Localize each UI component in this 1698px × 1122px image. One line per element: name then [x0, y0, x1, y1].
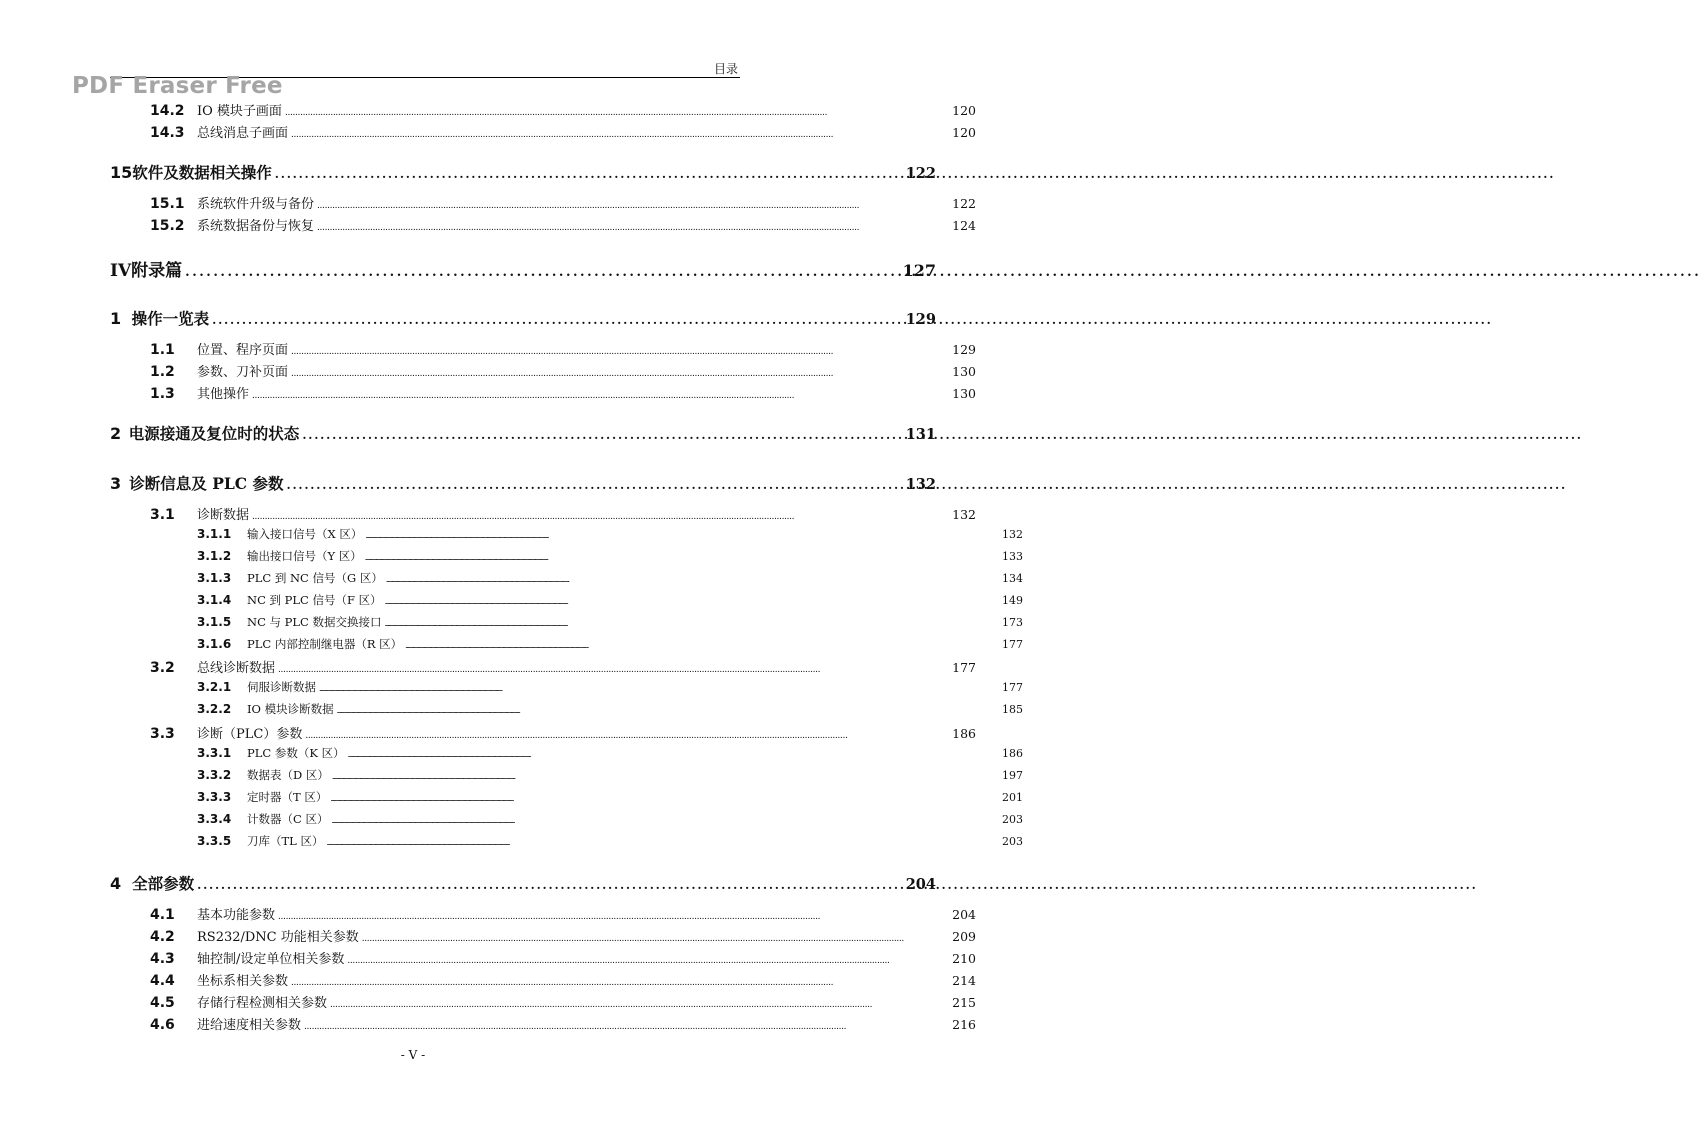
toc-entry[interactable]	[0, 833, 1109, 849]
toc-entry-page: 129	[952, 342, 976, 357]
toc-dot-leader	[278, 912, 949, 922]
toc-entry-title: 总线消息子画面	[197, 126, 289, 141]
toc-entry-number: 15	[110, 163, 133, 182]
toc-dot-leader	[337, 707, 999, 715]
toc-entry-page: 186	[952, 726, 976, 741]
toc-entry-page: 197	[1002, 769, 1023, 782]
toc-entry-page: 173	[1002, 616, 1023, 629]
toc-entry-title: IO 模块子画面	[197, 104, 282, 119]
toc-dot-leader	[365, 532, 999, 540]
toc-entry-title: PLC 到 NC 信号（G 区）	[247, 571, 383, 585]
toc-entry-number: 3.3.2	[197, 768, 232, 782]
toc-entry-page: 132	[905, 476, 936, 493]
toc-entry[interactable]	[0, 193, 1062, 212]
toc-entry[interactable]	[0, 472, 1022, 494]
toc-entry-number: 3.3.4	[197, 812, 232, 826]
toc-entry-number: 15.2	[150, 218, 185, 234]
toc-entry-number: 4.1	[150, 907, 175, 923]
toc-dot-leader	[252, 391, 949, 401]
toc-entry-title: 基本功能参数	[197, 908, 276, 923]
toc-entry-title: 存储行程检测相关参数	[197, 996, 328, 1011]
toc-entry-number: 3.2.2	[197, 702, 232, 716]
toc-entry-page: 133	[1002, 550, 1023, 563]
toc-entry-page: 203	[1002, 813, 1023, 826]
toc-entry[interactable]	[0, 215, 1062, 234]
toc-dot-leader	[319, 685, 999, 693]
toc-dot-leader	[305, 731, 949, 741]
toc-entry-page: 204	[952, 907, 976, 922]
toc-dot-leader	[291, 978, 949, 988]
running-header-title: 目录	[713, 62, 738, 76]
toc-dot-leader	[326, 839, 999, 847]
toc-entry-number: 3.1	[150, 507, 175, 523]
toc-dot-leader	[304, 1022, 949, 1032]
toc-entry-number: 1.2	[150, 364, 175, 380]
toc-entry[interactable]	[0, 307, 1022, 329]
toc-entry[interactable]	[0, 592, 1109, 608]
toc-entry[interactable]	[0, 723, 1062, 742]
toc-entry[interactable]	[0, 161, 1022, 183]
toc-dot-leader	[252, 512, 949, 522]
toc-dot-leader	[212, 313, 903, 327]
toc-entry-title: 诊断信息及 PLC 参数	[129, 474, 284, 493]
toc-entry-title: 系统软件升级与备份	[197, 197, 315, 212]
toc-entry-page: 132	[1002, 528, 1023, 541]
toc-entry-number: 1.3	[150, 386, 175, 402]
toc-entry-title: NC 与 PLC 数据交换接口	[247, 615, 382, 629]
toc-entry[interactable]	[0, 614, 1109, 630]
toc-entry-title: 全部参数	[132, 874, 195, 893]
toc-entry-title: 刀库（TL 区）	[247, 834, 324, 848]
page-number: - V -	[400, 1048, 426, 1062]
toc-entry-number: 4.2	[150, 929, 175, 945]
toc-dot-leader	[330, 795, 999, 803]
toc-dot-leader	[197, 878, 903, 892]
toc-entry-number: 4	[110, 874, 122, 893]
toc-entry-page: 177	[1002, 638, 1023, 651]
toc-entry-title: PLC 内部控制继电器（R 区）	[247, 637, 403, 651]
toc-entry-number: 4.5	[150, 995, 175, 1011]
toc-entry-page: 124	[952, 218, 976, 233]
toc-entry[interactable]	[0, 811, 1109, 827]
toc-entry-title: 附录篇	[131, 261, 183, 281]
toc-entry-page: 214	[952, 973, 976, 988]
toc-entry-page: 120	[952, 125, 976, 140]
toc-dot-leader	[331, 817, 999, 825]
toc-entry-title: 操作一览表	[131, 309, 210, 328]
toc-dot-leader	[405, 642, 999, 650]
toc-entry-page: 209	[952, 929, 976, 944]
toc-entry[interactable]	[0, 872, 1022, 894]
toc-entry[interactable]	[0, 100, 1062, 119]
toc-entry-title: 参数、刀补页面	[197, 365, 289, 380]
toc-entry[interactable]	[0, 745, 1109, 761]
toc-entry-title: 轴控制/设定单位相关参数	[197, 952, 345, 967]
toc-dot-leader	[302, 428, 902, 442]
toc-entry-number: 3.1.2	[197, 549, 232, 563]
toc-entry-number: 3.1.4	[197, 593, 232, 607]
toc-entry[interactable]	[0, 1014, 1062, 1033]
toc-entry[interactable]	[0, 256, 1022, 281]
toc-entry-page: 130	[952, 364, 976, 379]
toc-entry-title: 总线诊断数据	[197, 661, 276, 676]
toc-entry-number: 3	[110, 474, 122, 493]
toc-entry-title: 数据表（D 区）	[247, 768, 329, 782]
toc-entry-number: 3.1.3	[197, 571, 232, 585]
toc-entry-title: 诊断数据	[197, 508, 250, 523]
toc-entry[interactable]	[0, 970, 1062, 989]
toc-dot-leader	[386, 576, 999, 584]
toc-dot-leader	[347, 956, 949, 966]
toc-entry-number: 4.6	[150, 1017, 175, 1033]
toc-entry-number: 3.1.6	[197, 637, 232, 651]
toc-entry-title: 其他操作	[197, 387, 250, 402]
toc-entry-page: 201	[1002, 791, 1023, 804]
toc-entry-number: 4.3	[150, 951, 175, 967]
toc-entry-page: 210	[952, 951, 976, 966]
toc-dot-leader	[332, 773, 999, 781]
toc-entry-number: 3.3.1	[197, 746, 232, 760]
toc-entry-page: 127	[902, 261, 936, 280]
toc-entry[interactable]	[0, 339, 1062, 358]
toc-entry[interactable]	[0, 504, 1062, 523]
toc-entry-page: 204	[905, 876, 936, 893]
toc-entry-number: 3.1.5	[197, 615, 232, 629]
toc-entry-title: 电源接通及复位时的状态	[128, 424, 300, 443]
toc-dot-leader	[185, 265, 899, 280]
toc-entry-number: 1.1	[150, 342, 175, 358]
toc-entry-number: 3.2	[150, 660, 175, 676]
toc-dot-leader	[317, 223, 949, 233]
toc-entry-number: 2	[110, 424, 122, 443]
toc-entry[interactable]	[0, 789, 1109, 805]
toc-entry-page: 132	[952, 507, 976, 522]
toc-entry[interactable]	[0, 657, 1062, 676]
toc-entry-number: 4.4	[150, 973, 175, 989]
watermark: PDF Eraser Free	[72, 73, 283, 99]
toc-entry[interactable]	[0, 570, 1109, 586]
toc-entry[interactable]	[0, 361, 1062, 380]
toc-entry[interactable]	[0, 904, 1062, 923]
toc-entry[interactable]	[0, 926, 1062, 945]
toc-entry-title: PLC 参数（K 区）	[247, 746, 345, 760]
toc-entry-title: 软件及数据相关操作	[132, 163, 272, 182]
toc-entry-title: 输入接口信号（X 区）	[247, 527, 363, 541]
toc-dot-leader	[317, 201, 949, 211]
toc-dot-leader	[362, 934, 949, 944]
toc-entry-page: 120	[952, 103, 976, 118]
toc-dot-leader	[278, 665, 949, 675]
toc-entry-page: 186	[1002, 747, 1023, 760]
toc-entry[interactable]	[0, 383, 1062, 402]
toc-entry-title: 诊断（PLC）参数	[197, 727, 303, 742]
toc-entry-number: 1	[110, 309, 122, 328]
toc-entry-page: 185	[1002, 703, 1023, 716]
toc-entry-number: 3.3.3	[197, 790, 232, 804]
toc-entry[interactable]	[0, 122, 1062, 141]
toc-entry-number: 14.3	[150, 125, 185, 141]
toc-entry[interactable]	[0, 992, 1062, 1011]
toc-entry-page: 149	[1002, 594, 1023, 607]
toc-entry-number: 3.3	[150, 726, 175, 742]
toc-entry-title: 位置、程序页面	[197, 343, 289, 358]
toc-entry-page: 134	[1002, 572, 1023, 585]
toc-entry-title: 进给速度相关参数	[197, 1018, 302, 1033]
toc-entry[interactable]	[0, 701, 1109, 717]
toc-entry-title: 输出接口信号（Y 区）	[247, 549, 362, 563]
toc-entry[interactable]	[0, 948, 1062, 967]
toc-entry-page: 203	[1002, 835, 1023, 848]
toc-entry-title: 系统数据备份与恢复	[197, 219, 315, 234]
toc-entry-title: 定时器（T 区）	[247, 790, 328, 804]
toc-dot-leader	[285, 108, 949, 118]
toc-entry[interactable]	[0, 422, 1022, 444]
toc-dot-leader	[291, 130, 949, 140]
toc-entry[interactable]	[0, 548, 1109, 564]
toc-entry-page: 129	[905, 311, 936, 328]
toc-dot-leader	[348, 751, 999, 759]
toc-entry-title: NC 到 PLC 信号（F 区）	[247, 593, 382, 607]
toc-dot-leader	[385, 620, 999, 628]
toc-entry[interactable]	[0, 636, 1109, 652]
toc-entry-title: 计数器（C 区）	[247, 812, 329, 826]
toc-entry-page: 177	[1002, 681, 1023, 694]
toc-entry-page: 130	[952, 386, 976, 401]
toc-entry[interactable]	[0, 679, 1109, 695]
toc-entry[interactable]	[0, 526, 1109, 542]
toc-entry-number: 3.1.1	[197, 527, 232, 541]
toc-entry-page: 216	[952, 1017, 976, 1032]
toc-entry-number: 3.2.1	[197, 680, 232, 694]
toc-entry[interactable]	[0, 767, 1109, 783]
toc-entry-page: 122	[952, 196, 976, 211]
toc-dot-leader	[291, 347, 949, 357]
toc-entry-title: IO 模块诊断数据	[247, 702, 334, 716]
toc-entry-page: 131	[905, 426, 936, 443]
toc-entry-title: 伺服诊断数据	[247, 680, 316, 694]
toc-dot-leader	[365, 554, 999, 562]
toc-dot-leader	[330, 1000, 949, 1010]
toc-dot-leader	[291, 369, 949, 379]
toc-entry-page: 215	[952, 995, 976, 1010]
toc-dot-leader	[286, 478, 902, 492]
toc-entry-page: 177	[952, 660, 976, 675]
toc-entry-number: 3.3.5	[197, 834, 232, 848]
toc-entry-page: 122	[905, 165, 936, 182]
toc-entry-title: 坐标系相关参数	[197, 974, 289, 989]
toc-entry-number: IV	[110, 261, 132, 281]
toc-dot-leader	[385, 598, 999, 606]
toc-dot-leader	[275, 167, 903, 181]
toc-entry-number: 15.1	[150, 196, 185, 212]
toc-entry-number: 14.2	[150, 103, 185, 119]
toc-entry-title: RS232/DNC 功能相关参数	[197, 930, 359, 945]
